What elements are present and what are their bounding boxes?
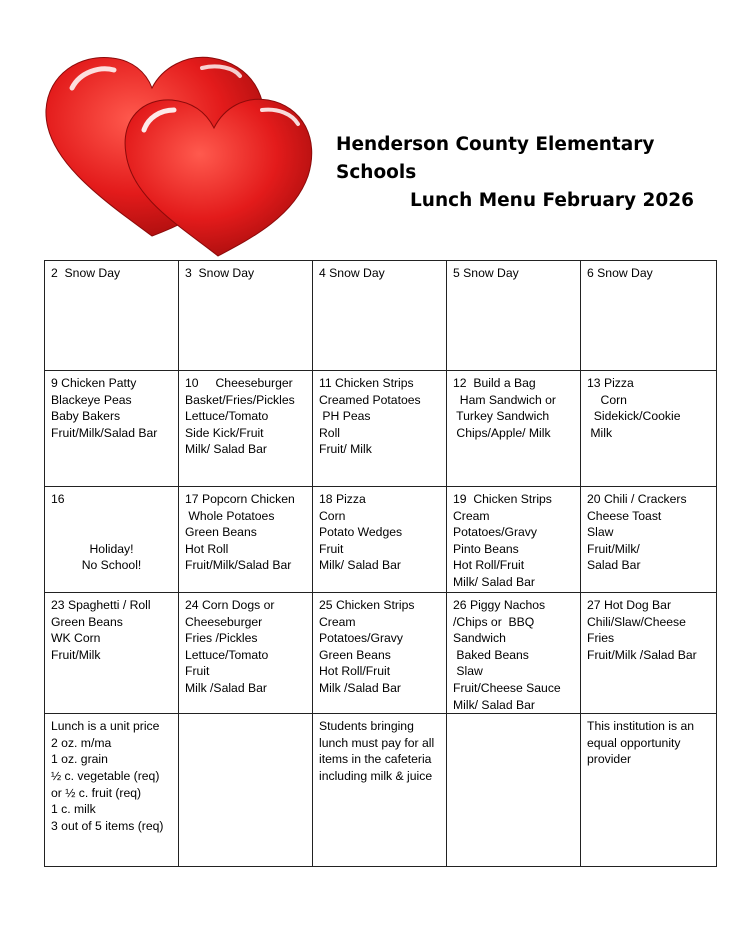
menu-line: 12 Build a Bag: [453, 376, 536, 390]
menu-line: Roll: [319, 425, 340, 440]
menu-day-cell: [447, 487, 581, 593]
menu-line: equal opportunity: [587, 735, 681, 750]
menu-line: Fruit: [319, 541, 344, 556]
menu-line: provider: [587, 752, 632, 767]
menu-day-cell: [179, 261, 313, 371]
menu-line: 26 Piggy Nachos: [453, 598, 546, 612]
menu-day-cell: [447, 593, 581, 714]
menu-day-cell: [313, 714, 447, 867]
menu-day-cell: [447, 371, 581, 487]
menu-line: lunch must pay for all: [319, 735, 435, 750]
menu-line: Hot Roll/Fruit: [319, 664, 391, 679]
menu-line: Fruit: [185, 664, 210, 679]
menu-day-cell: [45, 261, 179, 371]
menu-line: Potatoes/Gravy: [453, 525, 537, 540]
menu-week-row: [45, 371, 717, 487]
menu-line: 9 Chicken Patty: [51, 376, 137, 390]
menu-line: Fries: [587, 631, 615, 646]
menu-day-cell: [179, 487, 313, 593]
menu-line: Fruit/Milk/Salad Bar: [51, 425, 158, 440]
menu-day-cell: [581, 261, 717, 371]
menu-day-cell: [581, 487, 717, 593]
menu-line: Milk/ Salad Bar: [453, 697, 535, 712]
menu-line: 3 out of 5 items (req): [51, 818, 164, 833]
menu-line: 23 Spaghetti / Roll: [51, 598, 151, 612]
menu-day-cell: [581, 593, 717, 714]
menu-line: Fruit/Milk /Salad Bar: [587, 647, 697, 662]
menu-line: Cheese Toast: [587, 508, 662, 523]
menu-line: 6 Snow Day: [587, 266, 653, 280]
menu-body: [45, 261, 717, 867]
menu-line: ½ c. vegetable (req): [51, 768, 160, 783]
menu-week-row: [45, 714, 717, 867]
menu-line: Milk /Salad Bar: [185, 680, 267, 695]
menu-week-row: [45, 261, 717, 371]
menu-line: Lettuce/Tomato: [185, 409, 269, 424]
menu-line: Fries /Pickles: [185, 631, 258, 646]
menu-line: 2 Snow Day: [51, 266, 121, 280]
menu-line: Hot Roll: [185, 541, 229, 556]
double-red-hearts-icon: [40, 48, 320, 263]
menu-day-cell: [313, 371, 447, 487]
menu-line: Chili/Slaw/Cheese: [587, 614, 686, 629]
menu-week-row: [45, 487, 717, 593]
menu-line: 1 oz. grain: [51, 752, 108, 767]
menu-line: Milk: [587, 425, 613, 440]
menu-line: Students bringing: [319, 719, 414, 734]
menu-line: Fruit/Milk/Salad Bar: [185, 558, 292, 573]
menu-line: Chips/Apple/ Milk: [453, 425, 551, 440]
menu-line: Ham Sandwich or: [453, 392, 556, 407]
menu-line: 5 Snow Day: [453, 266, 519, 280]
menu-line: Lettuce/Tomato: [185, 647, 269, 662]
menu-line: 18 Pizza: [319, 492, 366, 506]
holiday-note: No School!: [81, 558, 142, 573]
menu-line: 17 Popcorn Chicken: [185, 492, 295, 506]
holiday-note: Holiday!: [89, 541, 134, 556]
menu-line: including milk & juice: [319, 768, 433, 783]
lunch-menu-table: [44, 260, 717, 867]
menu-line: 10 Cheeseburger: [185, 376, 293, 390]
menu-day-cell: [581, 371, 717, 487]
menu-line: Basket/Fries/Pickles: [185, 392, 295, 407]
menu-line: Corn: [587, 392, 627, 407]
menu-line: 4 Snow Day: [319, 266, 385, 280]
menu-day-cell: [179, 714, 313, 867]
menu-line: or ½ c. fruit (req): [51, 785, 142, 800]
menu-line: 13 Pizza: [587, 376, 634, 390]
menu-line: /Chips or BBQ: [453, 614, 535, 629]
menu-day-cell: [313, 593, 447, 714]
menu-line: Cream: [319, 614, 356, 629]
hearts-graphic: [40, 48, 320, 263]
menu-line: Slaw: [587, 525, 614, 540]
menu-line: Potatoes/Gravy: [319, 631, 403, 646]
menu-day-cell: [179, 371, 313, 487]
menu-line: Whole Potatoes: [185, 508, 275, 523]
menu-line: Fruit/ Milk: [319, 442, 372, 457]
menu-line: 20 Chili / Crackers: [587, 492, 687, 506]
menu-line: Turkey Sandwich: [453, 409, 550, 424]
menu-day-cell: [581, 714, 717, 867]
menu-day-cell: [179, 593, 313, 714]
menu-line: Salad Bar: [587, 558, 641, 573]
menu-line: 27 Hot Dog Bar: [587, 598, 672, 612]
spacer: [51, 508, 172, 541]
menu-line: Lunch is a unit price: [51, 719, 160, 734]
menu-line: Fruit/Milk: [51, 647, 101, 662]
menu-line: 19 Chicken Strips: [453, 492, 552, 506]
menu-line: 2 oz. m/ma: [51, 735, 112, 750]
title-line-1: Henderson County Elementary Schools: [336, 134, 655, 183]
menu-line: Sidekick/Cookie: [587, 409, 681, 424]
menu-line: Cheeseburger: [185, 614, 263, 629]
menu-line: PH Peas: [319, 409, 371, 424]
menu-line: Hot Roll/Fruit: [453, 558, 525, 573]
menu-day-cell: [313, 487, 447, 593]
menu-line: Fruit/Milk/: [587, 541, 640, 556]
menu-day-cell: [313, 261, 447, 371]
menu-line: 11 Chicken Strips: [319, 376, 414, 390]
menu-line: Green Beans: [51, 614, 123, 629]
menu-line: Milk /Salad Bar: [319, 680, 401, 695]
menu-week-row: [45, 593, 717, 714]
menu-line: 16: [51, 492, 65, 506]
menu-line: Milk/ Salad Bar: [453, 574, 535, 589]
menu-line: Slaw: [453, 664, 483, 679]
menu-line: 3 Snow Day: [185, 266, 255, 280]
menu-day-cell: [45, 371, 179, 487]
menu-line: Blackeye Peas: [51, 392, 132, 407]
title-line-2: Lunch Menu February 2026: [410, 190, 695, 211]
menu-line: Potato Wedges: [319, 525, 403, 540]
menu-day-cell: [447, 714, 581, 867]
menu-line: Fruit/Cheese Sauce: [453, 680, 561, 695]
menu-line: WK Corn: [51, 631, 101, 646]
menu-line: Side Kick/Fruit: [185, 425, 264, 440]
menu-line: Sandwich: [453, 631, 506, 646]
menu-line: items in the cafeteria: [319, 752, 432, 767]
menu-day-cell: [45, 593, 179, 714]
menu-day-cell: [447, 261, 581, 371]
menu-line: Green Beans: [185, 525, 257, 540]
menu-line: Green Beans: [319, 647, 391, 662]
menu-line: Pinto Beans: [453, 541, 519, 556]
menu-line: 25 Chicken Strips: [319, 598, 415, 612]
menu-line: Milk/ Salad Bar: [185, 442, 267, 457]
menu-line: Corn: [319, 508, 346, 523]
menu-line: Baked Beans: [453, 647, 529, 662]
menu-day-cell: [45, 714, 179, 867]
menu-line: 1 c. milk: [51, 802, 96, 817]
menu-line: Milk/ Salad Bar: [319, 558, 401, 573]
page-title: [336, 131, 716, 215]
menu-day-cell: [45, 487, 179, 593]
menu-line: This institution is an: [587, 719, 695, 734]
menu-line: Creamed Potatoes: [319, 392, 421, 407]
menu-line: Baby Bakers: [51, 409, 121, 424]
menu-line: Cream: [453, 508, 490, 523]
menu-line: 24 Corn Dogs or: [185, 598, 275, 612]
